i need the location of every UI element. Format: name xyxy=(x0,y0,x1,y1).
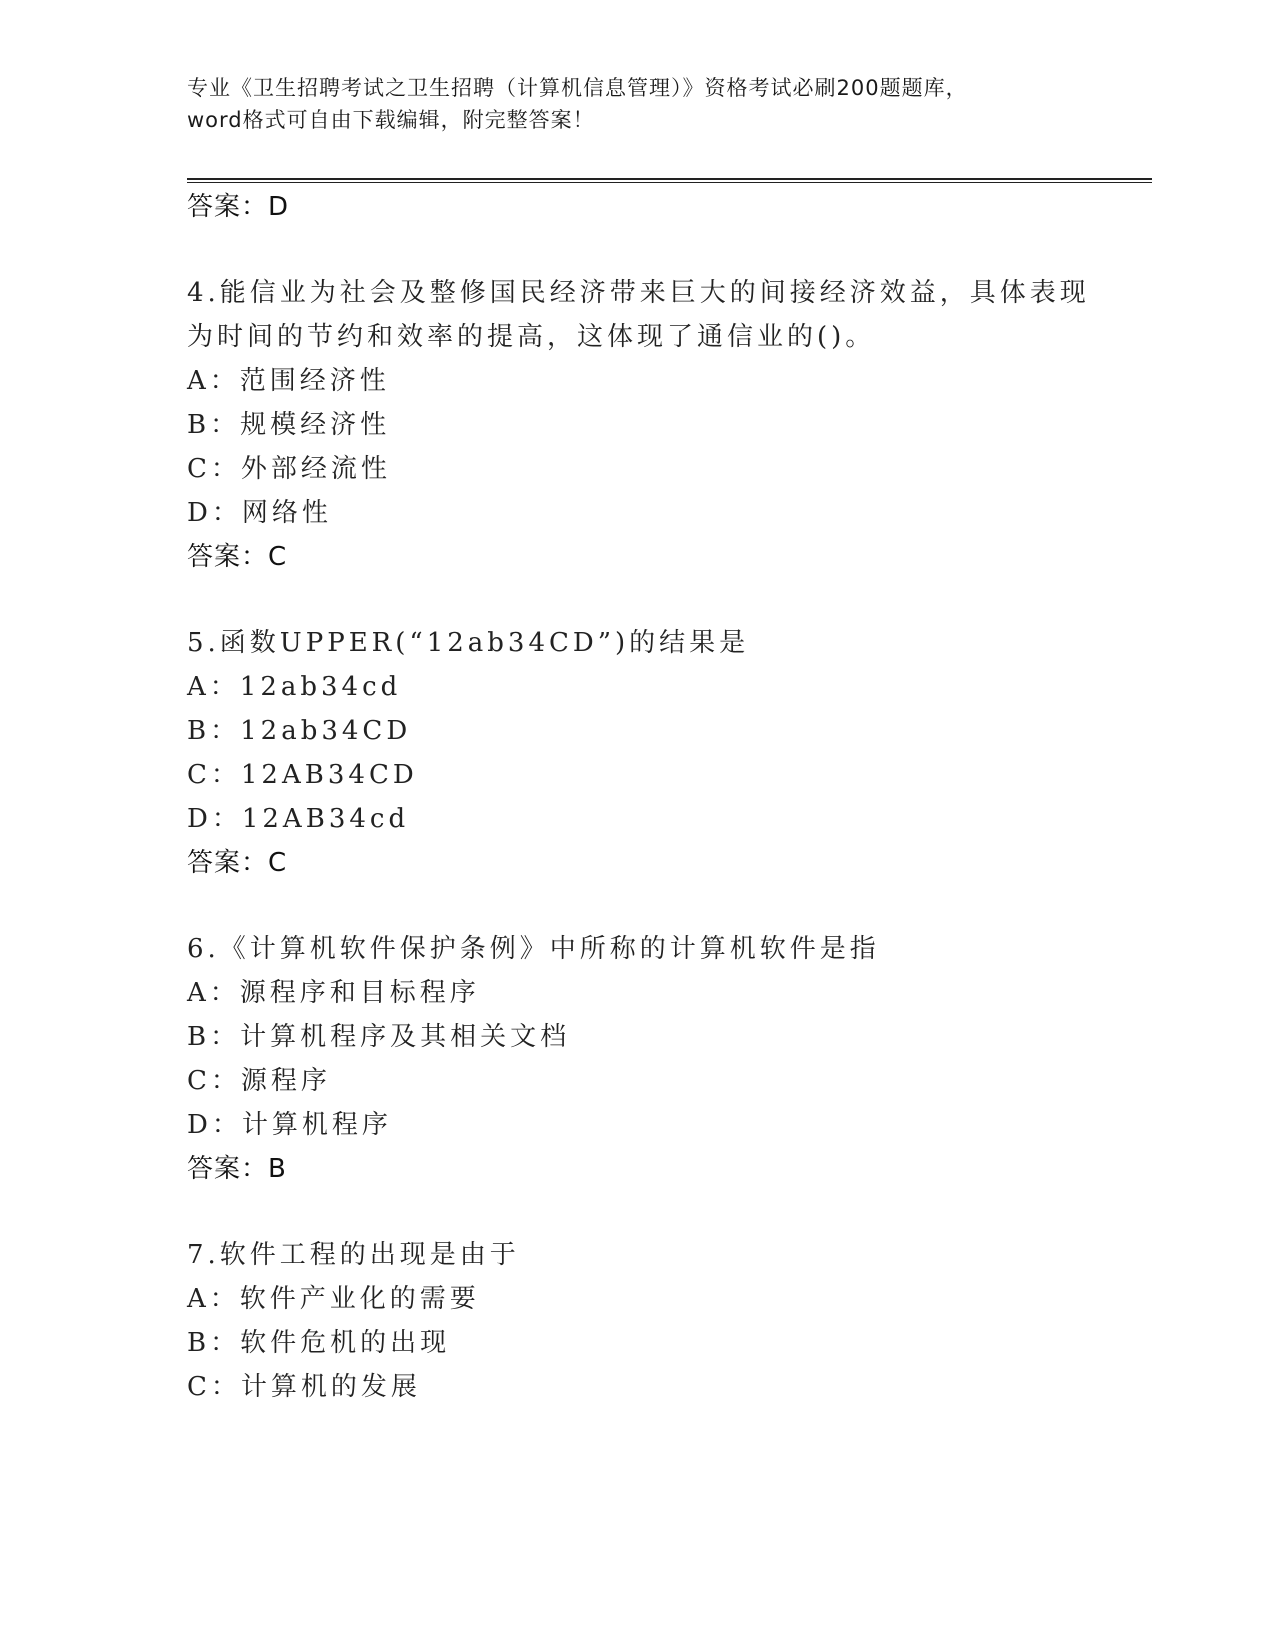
question-stem-line: 为时间的节约和效率的提高，这体现了通信业的()。 xyxy=(187,322,876,352)
option-d: D：计算机程序 xyxy=(187,1110,392,1140)
option-a: A：软件产业化的需要 xyxy=(187,1284,480,1314)
answer: 答案：B xyxy=(187,1154,287,1184)
option-b: B：计算机程序及其相关文档 xyxy=(187,1022,571,1052)
option-a: A：12ab34cd xyxy=(187,672,402,702)
option-b: B：12ab34CD xyxy=(187,716,412,746)
option-d: D：12AB34cd xyxy=(187,804,410,834)
answer: 答案：C xyxy=(187,542,288,572)
option-c: C：12AB34CD xyxy=(187,760,418,790)
option-a: A：源程序和目标程序 xyxy=(187,978,480,1008)
header-divider xyxy=(187,178,1152,183)
question-stem-line: 6.《计算机软件保护条例》中所称的计算机软件是指 xyxy=(187,934,880,964)
option-b: B：规模经济性 xyxy=(187,410,391,440)
option-b: B：软件危机的出现 xyxy=(187,1328,451,1358)
question-stem-line: 7.软件工程的出现是由于 xyxy=(187,1240,520,1270)
previous-answer: 答案：D xyxy=(187,192,290,222)
header-line-2: word格式可自由下载编辑，附完整答案！ xyxy=(187,108,595,132)
option-a: A：范围经济性 xyxy=(187,366,390,396)
option-c: C：计算机的发展 xyxy=(187,1372,421,1402)
option-c: C：源程序 xyxy=(187,1066,331,1096)
page-header xyxy=(187,72,1087,136)
answer: 答案：C xyxy=(187,848,288,878)
header-line-1: 专业《卫生招聘考试之卫生招聘（计算机信息管理）》资格考试必刷200题题库， xyxy=(187,76,968,100)
question-stem-line: 4.能信业为社会及整修国民经济带来巨大的间接经济效益，具体表现 xyxy=(187,278,1090,308)
option-d: D：网络性 xyxy=(187,498,332,528)
question-stem-line: 5.函数UPPER(“12ab34CD”)的结果是 xyxy=(187,628,750,658)
option-c: C：外部经流性 xyxy=(187,454,391,484)
